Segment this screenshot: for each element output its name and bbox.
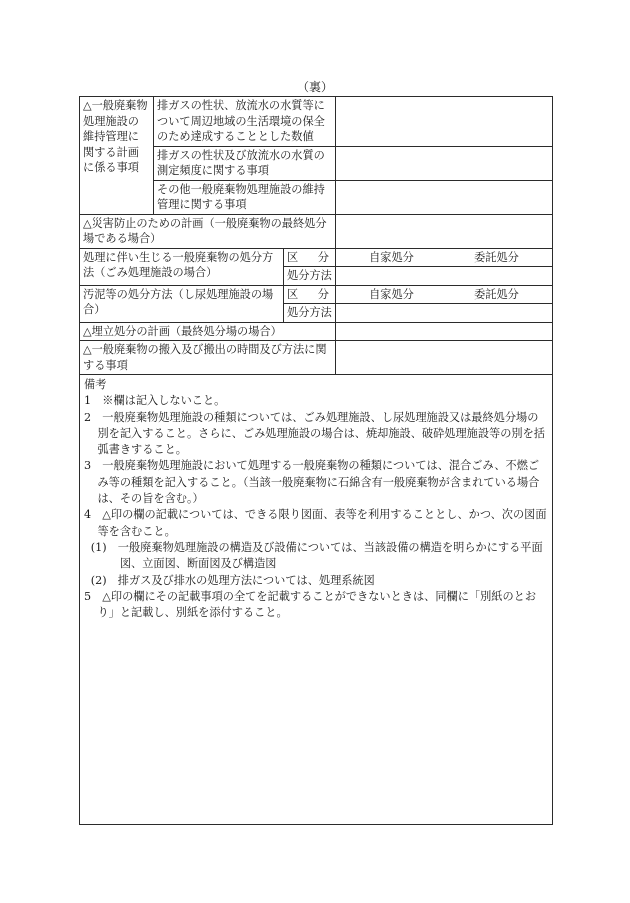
transport-time-field[interactable] <box>336 341 553 375</box>
landfill-plan-label: △埋立処分の計画（最終処分場の場合） <box>80 322 336 341</box>
table-row <box>80 214 553 248</box>
sludge-disposal-method-field[interactable] <box>336 304 553 323</box>
notes-section <box>80 375 553 825</box>
disposal-method-label: 処分方法 <box>284 304 336 323</box>
residue-disposal-options[interactable] <box>336 248 553 267</box>
sludge-disposal-options[interactable] <box>336 285 553 304</box>
transport-time-label: △一般廃棄物の搬入及び搬出の時間及び方法に関する事項 <box>80 341 336 375</box>
option-outsourced[interactable]: 委託処分 <box>474 287 519 301</box>
landfill-plan-field[interactable] <box>336 322 553 341</box>
note-item: 1 ※欄は記入しないこと。 <box>84 394 226 408</box>
note-item: 5 △印の欄にその記載事項の全てを記載することができないときは、同欄に「別紙のとおり」と記載し、別紙を添付すること。 <box>84 589 537 620</box>
table-row <box>80 285 553 304</box>
measurement-frequency-label: 排ガスの性状及び放流水の水質の測定頻度に関する事項 <box>154 146 336 180</box>
table-row <box>80 375 553 825</box>
other-maintenance-label: その他一般廃棄物処理施設の維持管理に関する事項 <box>154 180 336 214</box>
note-item: 3 一般廃棄物処理施設において処理する一般廃棄物の種類については、混合ごみ、不燃ごみ等の種類を記入すること。（当該一般廃棄物に石綿含有一般廃棄物が含まれている場合は、その旨を含む。） <box>84 459 540 506</box>
table-row <box>80 322 553 341</box>
disposal-method-label: 処分方法 <box>284 267 336 286</box>
table-row <box>80 341 553 375</box>
note-item: 2 一般廃棄物処理施設の種類については、ごみ処理施設、し尿処理施設又は最終処分場の別を記入すること。さらに、ごみ処理施設の場合は、焼却施設、破砕処理施設等の別を括弧書きすること。 <box>84 410 545 457</box>
application-form-table <box>79 96 553 825</box>
disaster-prevention-label: △災害防止のための計画（一般廃棄物の最終処分場である場合） <box>80 214 336 248</box>
option-outsourced[interactable]: 委託処分 <box>474 250 519 264</box>
maintenance-plan-label: △一般廃棄物処理施設の維持管理に関する計画に係る事項 <box>80 97 154 215</box>
other-maintenance-field[interactable] <box>336 180 553 214</box>
exhaust-target-label: 排ガスの性状、放流水の水質等について周辺地域の生活環境の保全のため達成することとした数値 <box>154 97 336 147</box>
category-label: 区 分 <box>284 285 336 304</box>
option-self[interactable]: 自家処分 <box>369 250 414 264</box>
residue-disposal-label: 処理に伴い生じる一般廃棄物の処分方法（ごみ処理施設の場合） <box>80 248 284 285</box>
disaster-prevention-field[interactable] <box>336 214 553 248</box>
note-subitem: (2) 排ガス及び排水の処理方法については、処理系統図 <box>90 573 375 587</box>
notes-heading: 備考 <box>84 378 107 391</box>
option-self[interactable]: 自家処分 <box>369 287 414 301</box>
category-label: 区 分 <box>284 248 336 267</box>
note-item: 4 △印の欄の記載については、できる限り図面、表等を利用することとし、かつ、次の図面等を含むこと。 <box>84 508 547 538</box>
measurement-frequency-field[interactable] <box>336 146 553 180</box>
residue-disposal-method-field[interactable] <box>336 267 553 286</box>
table-row <box>80 97 553 147</box>
exhaust-target-field[interactable] <box>336 97 553 147</box>
note-subitem: (1) 一般廃棄物処理施設の構造及び設備については、当該設備の構造を明らかにする平面図、立面図、断面図及び構造図 <box>90 540 543 571</box>
page-title: （裏） <box>296 80 333 94</box>
table-row <box>80 248 553 267</box>
sludge-disposal-label: 汚泥等の処分方法（し尿処理施設の場合） <box>80 285 284 322</box>
